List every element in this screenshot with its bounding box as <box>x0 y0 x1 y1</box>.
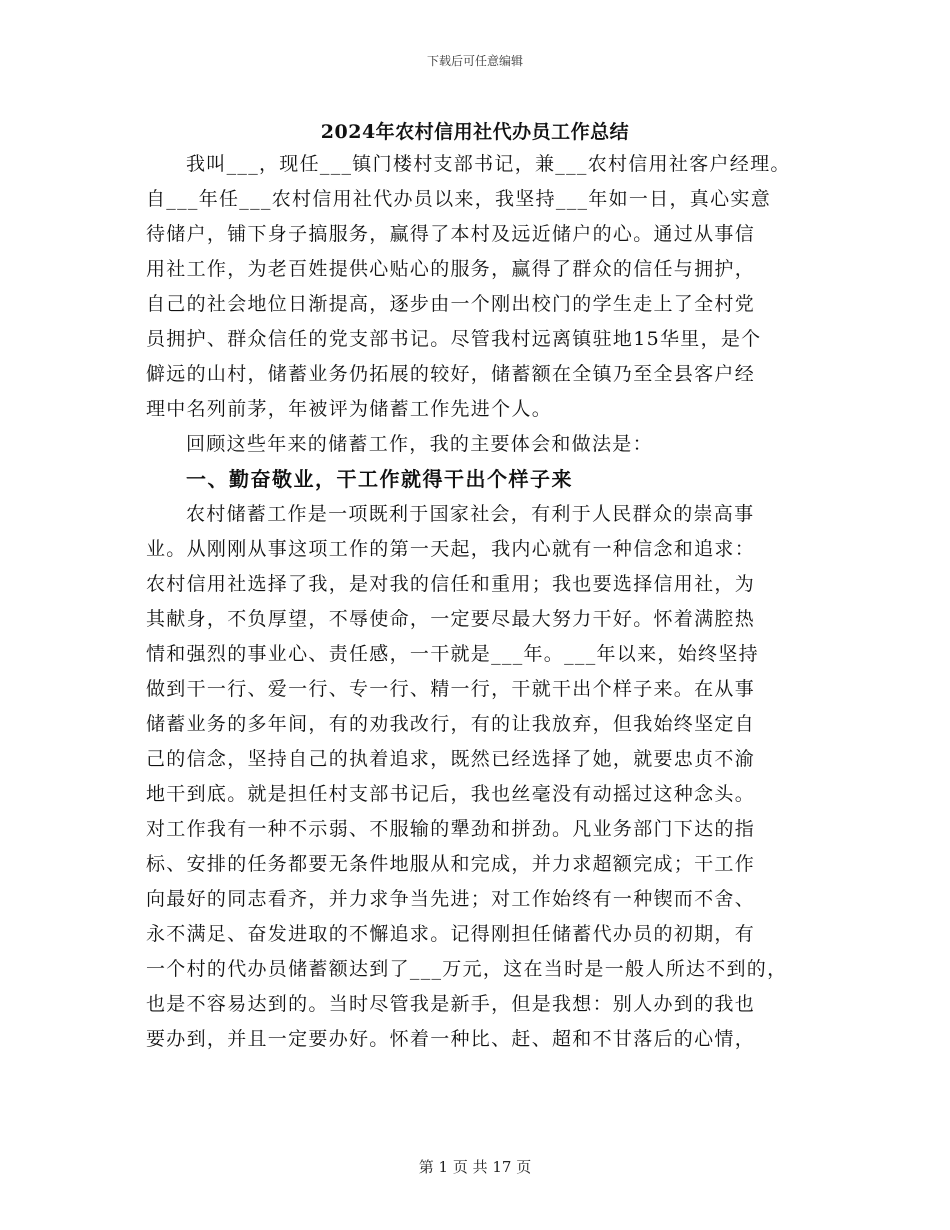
paragraph-line: 自___年任___农村信用社代办员以来，我坚持___年如一日，真心实意 <box>146 188 772 210</box>
paragraph-line: 要办到，并且一定要办好。怀着一种比、赶、超和不甘落后的心情， <box>146 1028 756 1050</box>
paragraph-line: 回顾这些年来的储蓄工作，我的主要体会和做法是： <box>186 433 653 455</box>
paragraph-line: 对工作我有一种不示弱、不服输的犟劲和拼劲。凡业务部门下达的指 <box>146 818 756 840</box>
paragraph-line: 一个村的代办员储蓄额达到了___万元，这在当时是一般人所达不到的， <box>146 958 788 980</box>
paragraph-line: 地干到底。就是担任村支部书记后，我也丝毫没有动摇过这种念头。 <box>146 783 756 805</box>
page-header: 下载后可任意编辑 <box>426 54 523 68</box>
paragraph-line: 向最好的同志看齐，并力求争当先进；对工作始终有一种锲而不舍、 <box>146 888 756 910</box>
paragraph-line: 待储户，铺下身子搞服务，赢得了本村及远近储户的心。通过从事信 <box>146 223 756 245</box>
paragraph-line: 业。从刚刚从事这项工作的第一天起，我内心就有一种信念和追求： <box>146 538 756 560</box>
paragraph-line: 员拥护、群众信任的党支部书记。尽管我村远离镇驻地15华里，是个 <box>146 328 762 350</box>
section-heading: 一、勤奋敬业，干工作就得干出个样子来 <box>186 467 573 491</box>
paragraph-line: 我叫___，现任___镇门楼村支部书记，兼___农村信用社客户经理。 <box>186 153 791 175</box>
paragraph-line: 僻远的山村，储蓄业务仍拓展的较好，储蓄额在全镇乃至全县客户经 <box>146 363 756 385</box>
document-body <box>146 147 826 1057</box>
paragraph-line: 己的信念，坚持自己的执着追求，既然已经选择了她，就要忠贞不渝 <box>146 748 756 770</box>
page-footer: 第 1 页 共 17 页 <box>418 1158 532 1176</box>
paragraph-line: 理中名列前茅，年被评为储蓄工作先进个人。 <box>146 398 553 420</box>
paragraph-line: 农村信用社选择了我，是对我的信任和重用；我也要选择信用社，为 <box>146 573 756 595</box>
paragraph-line: 也是不容易达到的。当时尽管我是新手，但是我想：别人办到的我也 <box>146 993 756 1015</box>
paragraph-line: 其献身，不负厚望，不辱使命，一定要尽最大努力干好。怀着满腔热 <box>146 608 756 630</box>
document-title: 2024年农村信用社代办员工作总结 <box>320 121 630 143</box>
paragraph-line: 农村储蓄工作是一项既利于国家社会，有利于人民群众的崇高事 <box>186 503 755 525</box>
paragraph-line: 情和强烈的事业心、责任感，一干就是___年。___年以来，始终坚持 <box>146 643 759 665</box>
paragraph-line: 储蓄业务的多年间，有的劝我改行，有的让我放弃，但我始终坚定自 <box>146 713 756 735</box>
paragraph-line: 自己的社会地位日渐提高，逐步由一个刚出校门的学生走上了全村党 <box>146 293 756 315</box>
paragraph-line: 永不满足、奋发进取的不懈追求。记得刚担任储蓄代办员的初期，有 <box>146 923 756 945</box>
paragraph-line: 用社工作，为老百姓提供心贴心的服务，赢得了群众的信任与拥护， <box>146 258 756 280</box>
paragraph-line: 标、安排的任务都要无条件地服从和完成，并力求超额完成；干工作 <box>146 853 756 875</box>
paragraph-line: 做到干一行、爱一行、专一行、精一行，干就干出个样子来。在从事 <box>146 678 756 700</box>
